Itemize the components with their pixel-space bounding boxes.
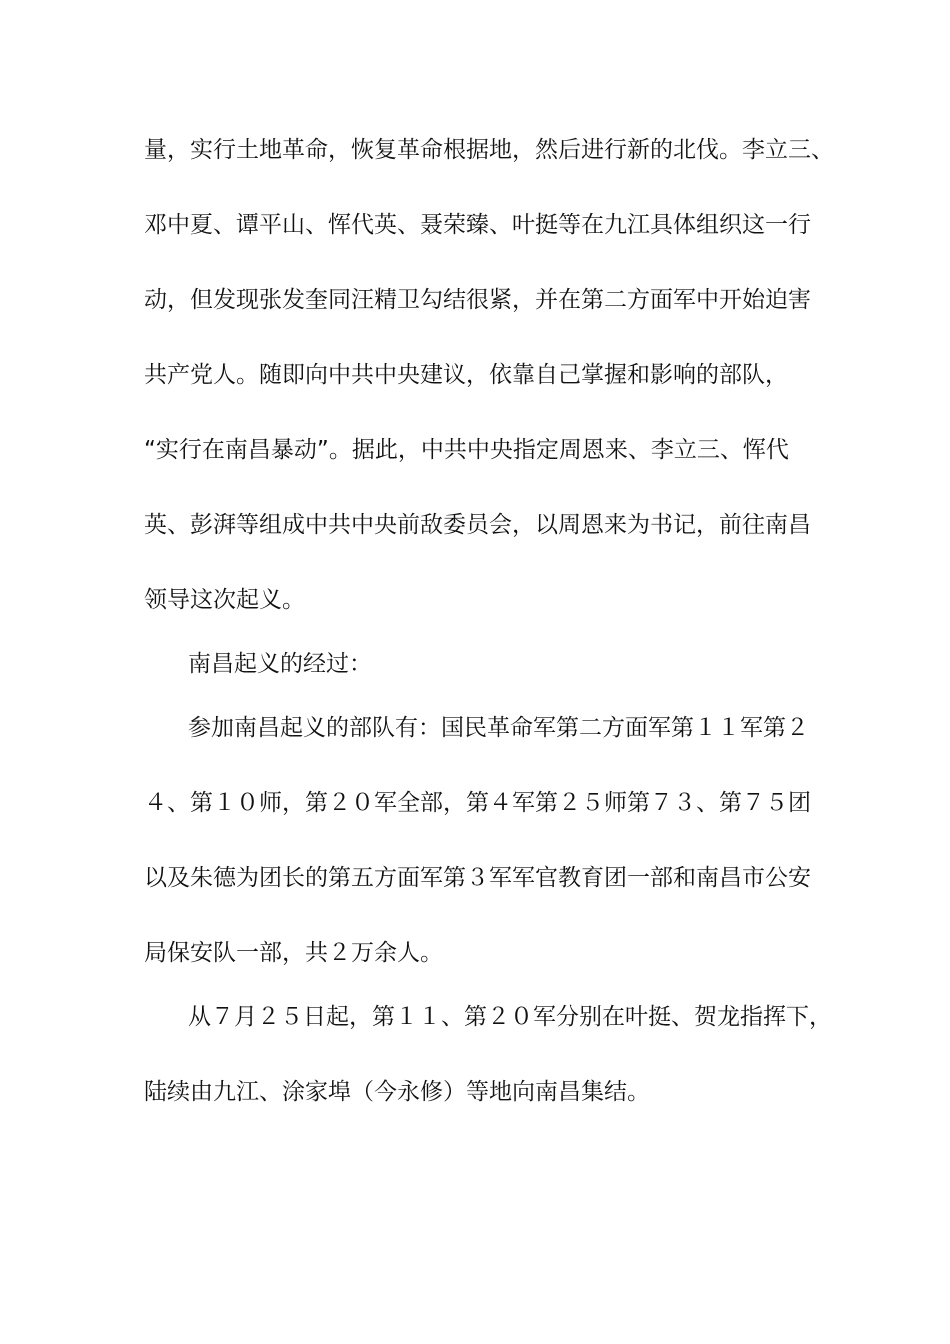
text-line: 以及朱德为团长的第五方面军第３军军官教育团一部和南昌市公安 <box>144 865 811 891</box>
text-line: 参加南昌起义的部队有：国民革命军第二方面军第１１军第２ <box>188 715 809 741</box>
text-line: 陆续由九江、涂家埠（今永修）等地向南昌集结。 <box>144 1079 650 1105</box>
text-line: 邓中夏、谭平山、恽代英、聂荣臻、叶挺等在九江具体组织这一行 <box>144 212 811 238</box>
text-line: 英、彭湃等组成中共中央前敌委员会，以周恩来为书记，前往南昌 <box>144 512 811 538</box>
text-line: 动，但发现张发奎同汪精卫勾结很紧，并在第二方面军中开始迫害 <box>144 287 811 313</box>
text-line: ４、第１０师，第２０军全部，第４军第２５师第７３、第７５团 <box>144 790 811 816</box>
section-heading: 南昌起义的经过： <box>188 651 372 677</box>
text-line: 量，实行土地革命，恢复革命根据地，然后进行新的北伐。李立三、 <box>144 137 834 163</box>
text-line: 从７月２５日起，第１１、第２０军分别在叶挺、贺龙指挥下， <box>188 1004 832 1030</box>
text-line: 领导这次起义。 <box>144 587 305 613</box>
text-line: 共产党人。随即向中共中央建议，依靠自己掌握和影响的部队， <box>144 362 788 388</box>
text-line: 局保安队一部，共２万余人。 <box>144 940 443 966</box>
text-line: “实行在南昌暴动”。据此，中共中央指定周恩来、李立三、恽代 <box>144 437 789 463</box>
